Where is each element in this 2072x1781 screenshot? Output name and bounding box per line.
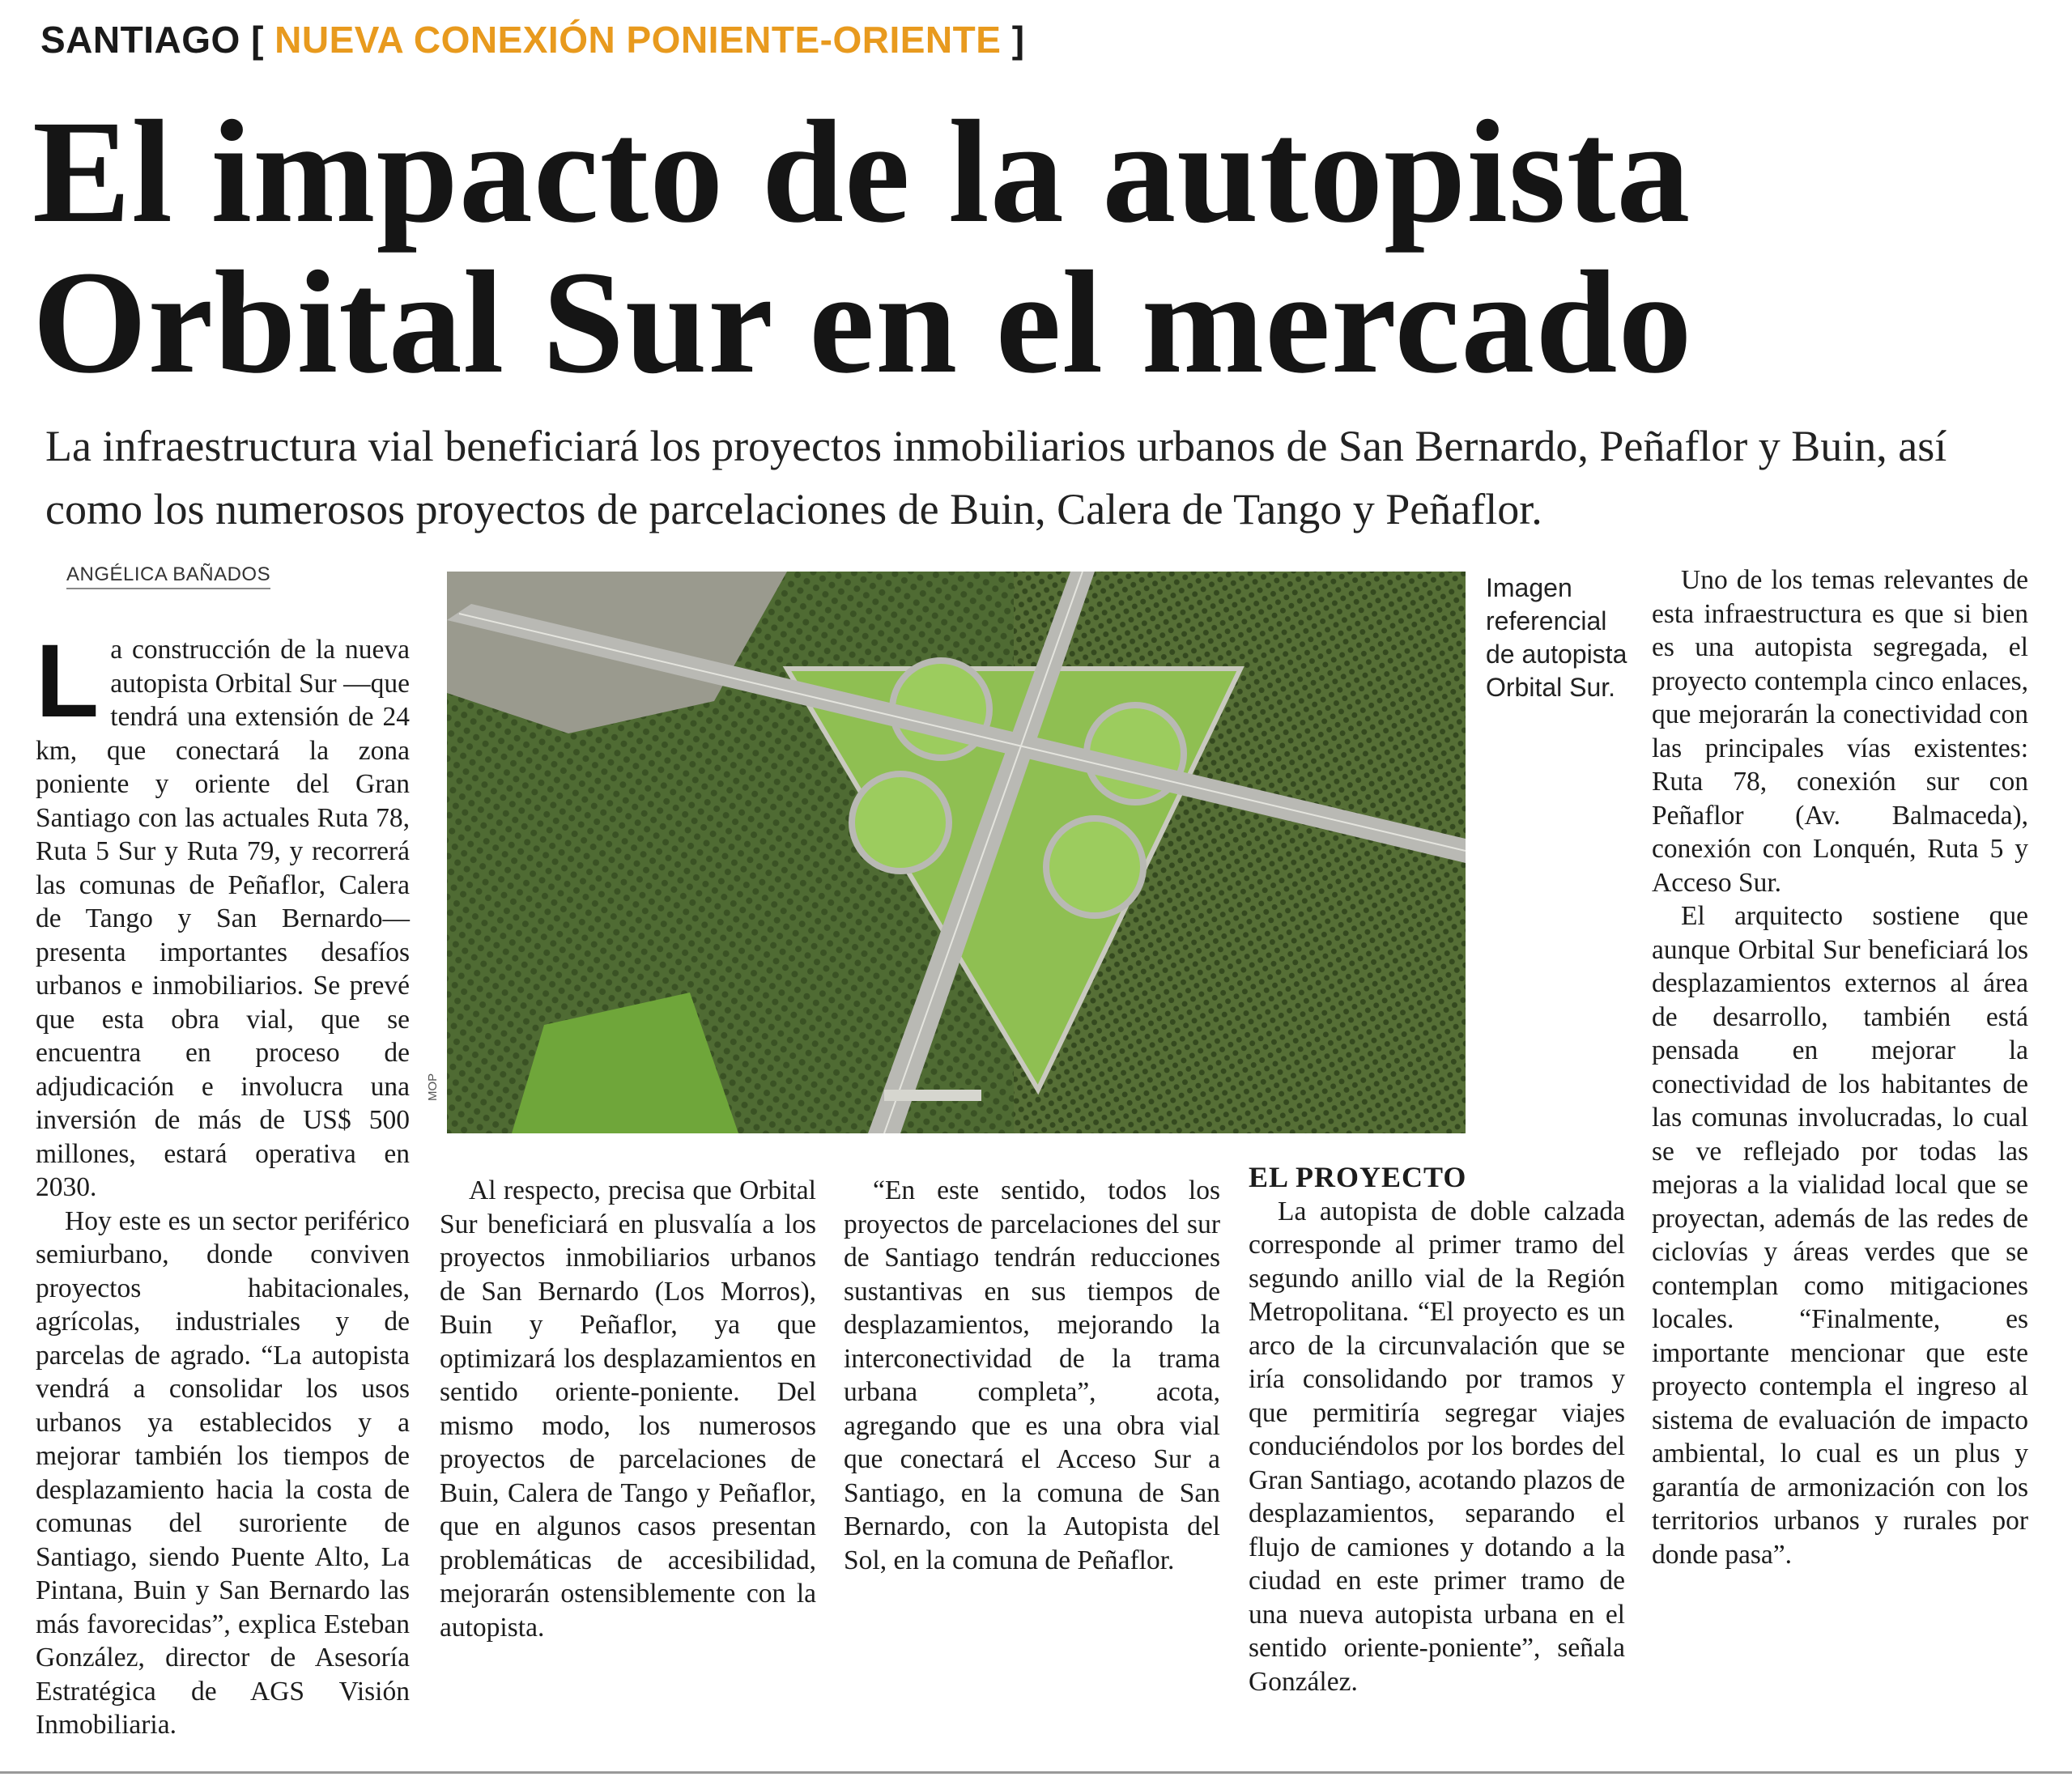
photo-credit: MOP [426,1073,440,1101]
column-4 [1249,1161,1625,1698]
paragraph-7: El arquitecto sostiene que aunque Orbital Sur beneficiará los desplazamientos externos al área de desarrollo, también está pensada en mejorar la conectividad de los habitantes de las comunas involucradas, lo cual se ve reflejado por todas las mejoras a la vialidad local que se proyectan, además de las redes de ciclovías y áreas verdes que se contemplan como mitigaciones locales. “Finalmente, es importante mencionar que este proyecto contempla el ingreso al sistema de evaluación de impacto ambiental, lo cual es un plus y garantía de armonización con los territorios urbanos y rurales por donde pasa”. [1652,901,2028,1570]
column-3 [844,1174,1220,1577]
aerial-interchange-photo [447,572,1466,1133]
byline: ANGÉLICA BAÑADOS [66,563,270,589]
paragraph-5: La autopista de doble calzada corresponde al primer tramo del segundo anillo vial de la Región Metropolitana. “El proyecto es un arco de la circunvalación que se iría consolidando por tramos y que permitiría segregar viajes conduciéndolos por los bordes del Gran Santiago, acotando plazos de desplazamientos, separando el flujo de camiones y dotando a la ciudad en este primer tramo de una nueva autopista urbana en el sentido oriente-poniente”, señala González. [1249,1196,1625,1697]
column-5 [1652,563,2028,1571]
section-label: SANTIAGO [40,19,240,61]
headline-line-2: Orbital Sur en el mercado [32,241,1693,404]
paragraph-2: Hoy este es un sector periférico semiurbano, donde conviven proyectos habitacionales, agrícolas, industriales y de parcelas de agrado. “La autopista vendrá a consolidar los usos urbanos ya establecidos y a mejorar también los tiempos de desplazamiento hacia la costa de comunas del suroriente de Santiago, siendo Puente Alto, La Pintana, Buin y San Bernardo las más favorecidas”, explica Esteban González, director de Asesoría Estratégica de AGS Visión Inmobiliaria. [36,1205,410,1740]
headline [32,91,2040,404]
interchange-illustration [447,572,1466,1133]
bracket-open: [ [251,19,264,61]
column-1 [36,623,410,1742]
subhead-el-proyecto: EL PROYECTO [1249,1161,1467,1193]
dropcap: L [36,623,100,739]
bottom-rule [0,1771,2072,1774]
section-kicker [40,18,1025,62]
paragraph-1 [36,623,410,1205]
deck-summary: La infraestructura vial beneficiará los proyectos inmobiliarios urbanos de San Bernardo, Peñaflor y Buin, así como los numerosos proyectos de parcelaciones de Buin, Calera de Tango y Peñaflor. [45,422,1947,533]
photo-caption: Imagen referencial de autopista Orbital Sur. [1486,573,1627,702]
paragraph-4: “En este sentido, todos los proyectos de parcelaciones del sur de Santiago tendrán reducciones sustantivas en sus tiempos de desplazamientos, mejorando la interconectividad de la trama urbana completa”, acota, agregando que es una obra vial que conectará el Acceso Sur a Santiago, en la comuna de San Bernardo, con la Autopista del Sol, en la comuna de Peñaflor. [844,1175,1220,1575]
headline-line-1: El impacto de la autopista [32,91,1691,253]
paragraph-1-text: a construcción de la nueva autopista Orbital Sur —que tendrá una extensión de 24 km, que conectará la zona poniente y oriente del Gran Santiago con las actuales Ruta 78, Ruta 5 Sur y Ruta 79, y recorrerá las comunas de Peñaflor, Calera de Tango y San Bernardo— presenta importantes desafíos urbanos e inmobiliarios. Se prevé que esta obra vial, que se encuentra en proceso de adjudicación e involucra una inversión de más de US$ 500 millones, estará operativa en 2030. [36,635,410,1202]
paragraph-6: Uno de los temas relevantes de esta infraestructura es que si bien es una autopista segregada, el proyecto contempla cinco enlaces, que mejorarán la conectividad con las principales vías existentes: Ruta 78, conexión sur con Peñaflor (Av. Balmaceda), conexión con Lonquén, Ruta 5 y Acceso Sur. [1652,565,2028,898]
topic-label: NUEVA CONEXIÓN PONIENTE-ORIENTE [274,19,1002,61]
bracket-close: ] [1011,19,1025,61]
column-2 [440,1174,816,1644]
paragraph-3: Al respecto, precisa que Orbital Sur beneficiará en plusvalía a los proyectos inmobiliarios urbanos de San Bernardo (Los Morros), Buin y Peñaflor, ya que optimizará los desplazamientos en sentido oriente-poniente. Del mismo modo, los numerosos proyectos de parcelaciones de Buin, Calera de Tango y Peñaflor, que en algunos casos presentan problemáticas de accesibilidad, mejorarán ostensiblemente con la autopista. [440,1175,816,1643]
